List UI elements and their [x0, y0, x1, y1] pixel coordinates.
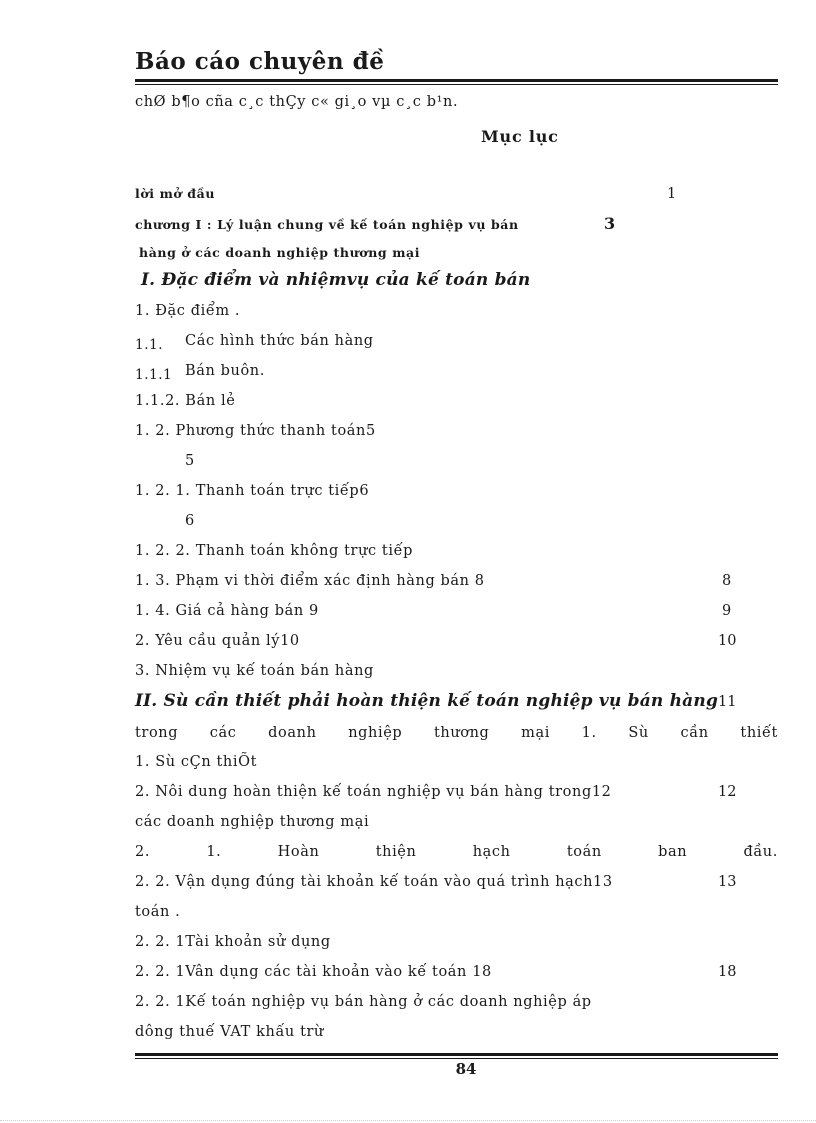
- toc-entry-8: 1. 2. Phương thức thanh toán5: [135, 423, 376, 439]
- toc-page-0: 1: [667, 186, 677, 202]
- toc-page-9: 6: [185, 513, 195, 529]
- word: cần: [680, 725, 709, 741]
- footer-rule-thin: [135, 1058, 778, 1059]
- toc-entry-7: 1.1.2. Bán lẻ: [135, 393, 236, 409]
- toc-section-heading-1: I. Đặc điểm và nhiệmvụ của kế toán bán: [141, 270, 531, 290]
- toc-entry-11: 1. 3. Phạm vi thời điểm xác định hàng bán 8: [135, 573, 485, 589]
- toc-entry-24: 2. 2. 1Vân dụng các tài khoản vào kế toán 18: [135, 964, 492, 980]
- toc-entry-5-num: 1.1.: [135, 337, 164, 353]
- toc-page-11: 8: [722, 573, 732, 589]
- toc-entry-16-justified: [135, 725, 778, 741]
- toc-entry-12: 1. 4. Giá cả hàng bán 9: [135, 603, 319, 619]
- toc-page-8: 5: [185, 453, 195, 469]
- page-bottom-dotted-line: [0, 1120, 816, 1121]
- toc-page-21: 13: [718, 874, 737, 890]
- word: đầu.: [743, 844, 778, 860]
- toc-entry-22: toán .: [135, 904, 181, 920]
- footer-rule-thick: [135, 1053, 778, 1056]
- toc-entry-0: lời mở đầu: [135, 186, 216, 201]
- word: 1.: [206, 844, 222, 860]
- toc-page-15: 11: [718, 694, 737, 710]
- toc-entry-6-num: 1.1.1: [135, 367, 173, 383]
- toc-entry-2: hàng ở các doanh nghiệp thương mại: [139, 245, 421, 260]
- toc-entry-18: 2. Nôi dung hoàn thiện kế toán nghiệp vụ bán hàng trong12: [135, 784, 612, 800]
- toc-entry-10: 1. 2. 2. Thanh toán không trực tiếp: [135, 543, 413, 559]
- intro-line: chØ b¶o cña c¸c thÇy c« gi¸o vµ c¸c b¹n.: [135, 94, 459, 110]
- word: Sù: [628, 725, 649, 741]
- toc-entry-25: 2. 2. 1Kế toán nghiệp vụ bán hàng ở các doanh nghiệp áp: [135, 994, 592, 1010]
- toc-page-24: 18: [718, 964, 737, 980]
- toc-entry-21: 2. 2. Vận dụng đúng tài khoản kế toán vào quá trình hạch13: [135, 874, 613, 890]
- toc-entry-23: 2. 2. 1Tài khoản sử dụng: [135, 934, 331, 950]
- toc-entry-17: 1. Sù cÇn thiÕt: [135, 754, 258, 770]
- word: nghiệp: [348, 725, 403, 741]
- header-rule-thin: [135, 84, 778, 85]
- toc-entry-6: Bán buôn.: [185, 363, 265, 379]
- toc-page-12: 9: [722, 603, 732, 619]
- word: 1.: [581, 725, 597, 741]
- word: thiết: [740, 725, 778, 741]
- header-rule-thick: [135, 79, 778, 82]
- word: 2.: [135, 844, 151, 860]
- word: trong: [135, 725, 179, 741]
- toc-page-18: 12: [718, 784, 737, 800]
- toc-entry-5: Các hình thức bán hàng: [185, 333, 374, 349]
- toc-page-13: 10: [718, 633, 737, 649]
- toc-entry-20-justified: [135, 844, 778, 860]
- word: toán: [566, 844, 602, 860]
- toc-page-1: 3: [604, 214, 616, 233]
- toc-entry-1: chương I : Lý luận chung về kế toán nghiệp vụ bán: [135, 217, 519, 232]
- toc-section-heading-2: II. Sù cần thiết phải hoàn thiện kế toán nghiệp vụ bán hàng: [135, 691, 719, 711]
- toc-title: Mục lục: [481, 127, 559, 146]
- toc-entry-9: 1. 2. 1. Thanh toán trực tiếp6: [135, 483, 370, 499]
- toc-entry-19: các doanh nghiệp thương mại: [135, 814, 370, 830]
- report-header-title: Báo cáo chuyên đề: [135, 48, 385, 75]
- word: mại: [521, 725, 550, 741]
- toc-entry-14: 3. Nhiệm vụ kế toán bán hàng: [135, 663, 374, 679]
- word: ban: [658, 844, 688, 860]
- word: doanh: [268, 725, 317, 741]
- toc-entry-13: 2. Yêu cầu quản lý10: [135, 633, 300, 649]
- word: các: [209, 725, 237, 741]
- page-number: 84: [455, 1060, 477, 1078]
- word: Hoàn: [277, 844, 320, 860]
- word: thiện: [375, 844, 417, 860]
- toc-entry-4: 1. Đặc điểm .: [135, 303, 241, 319]
- word: thương: [433, 725, 490, 741]
- toc-entry-26: dông thuế VAT khấu trừ: [135, 1024, 324, 1040]
- word: hạch: [472, 844, 511, 860]
